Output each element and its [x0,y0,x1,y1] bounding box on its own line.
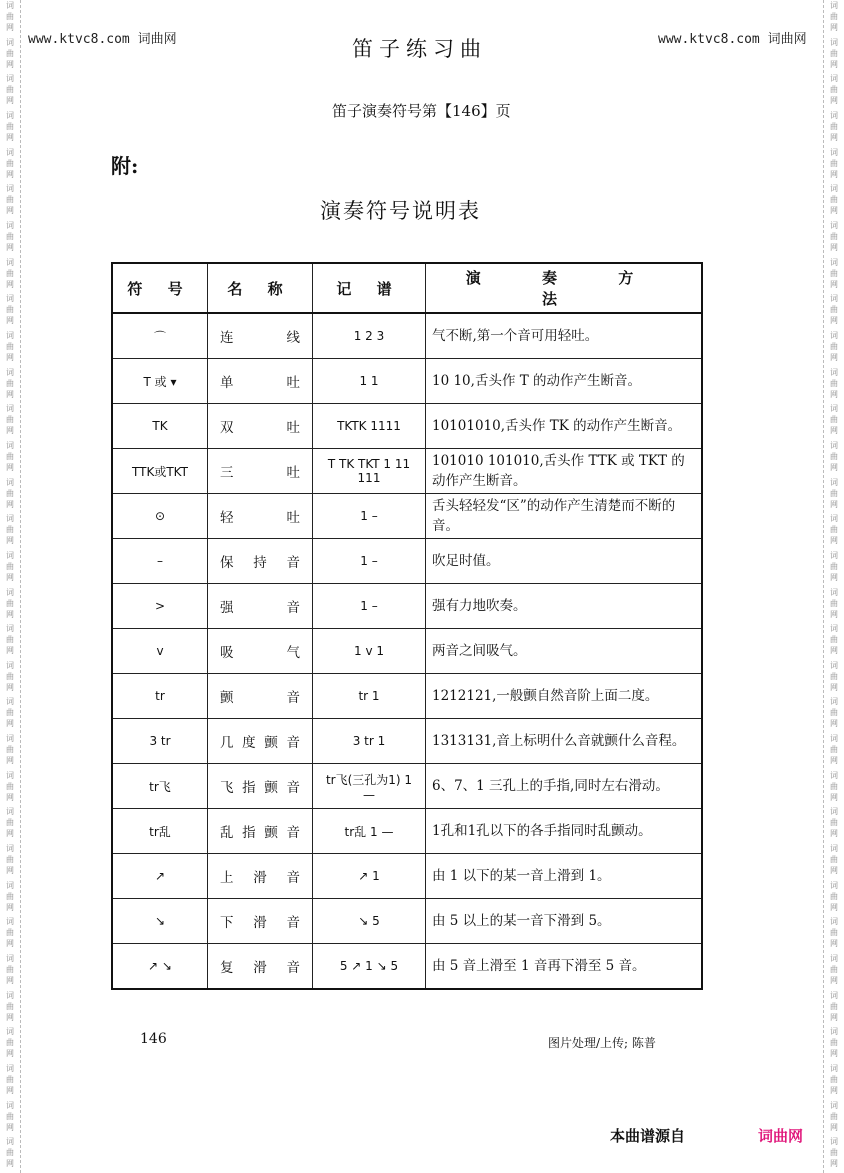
watermark-char: 网 [830,536,838,546]
header-method: 演 奏 方 法 [426,263,703,313]
notation-cell: 1 v 1 [313,629,426,674]
method-cell: 6、7、1 三孔上的手指,同时左右滑动。 [426,764,703,809]
watermark-char: 网 [830,206,838,216]
watermark-char: 曲 [6,488,14,498]
symbol-cell: TTK或TKT [112,449,208,494]
watermark-char: 词 [6,440,14,450]
watermark-char: 曲 [830,158,838,168]
watermark-char: 网 [830,792,838,802]
watermark-char: 曲 [6,378,14,388]
watermark-char: 网 [6,829,14,839]
watermark-char: 曲 [830,12,838,21]
watermark-char: 曲 [830,708,838,718]
watermark-char: 词 [6,550,14,560]
method-cell: 强有力地吹奏。 [426,584,703,629]
watermark-char: 网 [6,572,14,582]
table-row [112,313,702,359]
watermark-char: 网 [6,719,14,729]
watermark-char: 网 [6,536,14,546]
page-subtitle: 笛子演奏符号第【146】页 [332,102,511,120]
watermark-char: 词 [830,954,838,964]
watermark-char: 网 [6,756,14,766]
source-label: 本曲谱源自 [610,1127,686,1145]
watermark-char: 网 [830,499,838,509]
watermark-char: 词 [830,660,838,670]
name-cell: 飞指颤音 [208,764,313,809]
watermark-char: 词 [6,844,14,854]
name-cell: 连线 [208,313,313,359]
watermark-char: 网 [830,902,838,912]
table-row [112,449,702,494]
watermark-char: 网 [830,389,838,399]
watermark-char: 网 [830,682,838,692]
watermark-char: 词 [6,954,14,964]
watermark-char: 曲 [6,341,14,351]
watermark-char: 词 [830,220,838,230]
watermark-char: 曲 [830,415,838,425]
appendix-label: 附: [111,154,139,178]
watermark-char: 曲 [830,561,838,571]
page-title: 笛子练习曲 [352,37,487,61]
symbol-cell: > [112,584,208,629]
watermark-char: 词 [830,1100,838,1110]
table-header-row [112,263,702,313]
method-cell: 由 5 以上的某一音下滑到 5。 [426,899,703,944]
watermark-char: 词 [830,550,838,560]
watermark-char: 曲 [6,525,14,535]
notation-cell: T TK TKT 1 11 111 [313,449,426,494]
watermark-char: 词 [830,990,838,1000]
watermark-char: 曲 [6,708,14,718]
table-row [112,584,702,629]
watermark-char: 词 [6,74,14,84]
watermark-char: 网 [6,242,14,252]
watermark-char: 曲 [830,891,838,901]
watermark-char: 词 [6,514,14,524]
watermark-char: 曲 [830,378,838,388]
watermark-char: 网 [830,242,838,252]
notation-cell: tr乱 1 — [313,809,426,854]
symbol-cell: TK [112,404,208,449]
watermark-char: 词 [830,697,838,707]
watermark-char: 网 [6,389,14,399]
watermark-char: 词 [6,404,14,414]
watermark-char: 网 [6,866,14,876]
watermark-char: 曲 [830,305,838,315]
watermark-char: 词 [6,917,14,927]
watermark-char: 词 [830,184,838,194]
symbol-cell: v [112,629,208,674]
watermark-char: 网 [830,316,838,326]
watermark-char: 词 [830,917,838,927]
watermark-char: 网 [6,1049,14,1059]
name-cell: 保持音 [208,539,313,584]
watermark-char: 曲 [6,965,14,975]
watermark-char: 网 [6,59,14,69]
watermark-char: 曲 [6,268,14,278]
notation-cell: TKTK 1111 [313,404,426,449]
watermark-char: 词 [830,330,838,340]
watermark-char: 曲 [830,745,838,755]
watermark-char: 曲 [830,1111,838,1121]
watermark-char: 网 [830,756,838,766]
watermark-char: 词 [830,74,838,84]
watermark-char: 曲 [830,195,838,205]
watermark-char: 词 [830,477,838,487]
table-row [112,719,702,764]
watermark-char: 词 [830,37,838,47]
watermark-char: 曲 [830,598,838,608]
watermark-char: 曲 [6,305,14,315]
watermark-char: 网 [830,719,838,729]
watermark-char: 曲 [6,85,14,95]
watermark-char: 曲 [6,12,14,21]
watermark-char: 词 [6,220,14,230]
watermark-char: 网 [830,1086,838,1096]
notation-cell: 3 tr 1 [313,719,426,764]
watermark-char: 词 [6,587,14,597]
notation-cell: ↘ 5 [313,899,426,944]
watermark-char: 网 [6,609,14,619]
watermark-char: 曲 [830,268,838,278]
watermark-char: 网 [830,132,838,142]
notation-cell: 1 – [313,584,426,629]
watermark-char: 网 [6,169,14,179]
method-cell: 1212121,一般颤自然音阶上面二度。 [426,674,703,719]
watermark-char: 词 [830,1064,838,1074]
watermark-char: 曲 [830,855,838,865]
symbol-cell: ↘ [112,899,208,944]
watermark-char: 词 [6,184,14,194]
watermark-char: 曲 [6,1038,14,1048]
watermark-char: 词 [6,477,14,487]
name-cell: 复滑音 [208,944,313,990]
watermark-char: 网 [830,572,838,582]
name-cell: 强音 [208,584,313,629]
watermark-char: 词 [6,807,14,817]
watermark-char: 网 [6,1012,14,1022]
symbol-cell: – [112,539,208,584]
watermark-char: 网 [6,96,14,106]
watermark-char: 词 [6,990,14,1000]
watermark-char: 曲 [6,671,14,681]
watermark-char: 词 [830,734,838,744]
watermark-char: 词 [6,37,14,47]
watermark-char: 曲 [6,891,14,901]
table-row [112,854,702,899]
method-cell: 由 1 以下的某一音上滑到 1。 [426,854,703,899]
watermark-char: 网 [830,59,838,69]
site-url-right[interactable]: www.ktvc8.com 词曲网 [658,32,807,47]
watermark-char: 曲 [830,1075,838,1085]
watermark-char: 曲 [6,745,14,755]
notation-cell: ↗ 1 [313,854,426,899]
watermark-char: 网 [830,939,838,949]
watermark-char: 曲 [830,525,838,535]
watermark-char: 词 [830,1027,838,1037]
watermark-char: 词 [830,367,838,377]
method-cell: 10101010,舌头作 TK 的动作产生断音。 [426,404,703,449]
watermark-char: 词 [6,660,14,670]
watermark-char: 词 [830,1,838,10]
right-watermark-strip [827,0,841,1173]
symbol-table [111,262,703,990]
watermark-char: 网 [6,426,14,436]
watermark-char: 曲 [6,158,14,168]
name-cell: 颤音 [208,674,313,719]
watermark-char: 曲 [830,1148,838,1158]
watermark-char: 词 [830,880,838,890]
watermark-char: 词 [6,697,14,707]
watermark-char: 词 [6,1137,14,1147]
watermark-char: 网 [830,279,838,289]
watermark-char: 词 [6,1100,14,1110]
watermark-char: 曲 [6,415,14,425]
name-cell: 吸气 [208,629,313,674]
watermark-char: 曲 [6,855,14,865]
table-row [112,764,702,809]
watermark-char: 词 [830,807,838,817]
table-row [112,629,702,674]
watermark-char: 词 [830,587,838,597]
watermark-char: 词 [6,1027,14,1037]
method-cell: 1313131,音上标明什么音就颤什么音程。 [426,719,703,764]
watermark-char: 网 [830,1159,838,1169]
watermark-char: 曲 [6,1001,14,1011]
symbol-cell: T 或 ▾ [112,359,208,404]
notation-cell: 1 2 3 [313,313,426,359]
watermark-char: 曲 [6,635,14,645]
watermark-char: 曲 [830,1001,838,1011]
watermark-char: 网 [6,646,14,656]
watermark-char: 曲 [6,1111,14,1121]
name-cell: 下滑音 [208,899,313,944]
watermark-char: 词 [830,440,838,450]
name-cell: 乱指颤音 [208,809,313,854]
watermark-char: 网 [6,1086,14,1096]
watermark-char: 曲 [6,818,14,828]
watermark-char: 词 [6,367,14,377]
watermark-char: 网 [830,96,838,106]
watermark-char: 词 [6,110,14,120]
watermark-char: 词 [830,844,838,854]
watermark-char: 曲 [6,451,14,461]
method-cell: 101010 101010,舌头作 TTK 或 TKT 的动作产生断音。 [426,449,703,494]
symbol-cell: tr飞 [112,764,208,809]
page-number: 146 [140,1031,167,1047]
watermark-char: 曲 [6,781,14,791]
watermark-char: 词 [6,770,14,780]
symbol-cell: ↗ ↘ [112,944,208,990]
notation-cell: 1 – [313,494,426,539]
watermark-char: 曲 [830,671,838,681]
watermark-char: 曲 [830,48,838,58]
watermark-char: 词 [830,294,838,304]
method-cell: 由 5 音上滑至 1 音再下滑至 5 音。 [426,944,703,990]
watermark-char: 曲 [6,1148,14,1158]
watermark-char: 网 [830,1012,838,1022]
symbol-cell: tr乱 [112,809,208,854]
watermark-char: 网 [6,316,14,326]
table-row [112,494,702,539]
watermark-char: 曲 [830,231,838,241]
notation-cell: tr飞(三孔为1) 1 — [313,764,426,809]
watermark-char: 曲 [6,121,14,131]
symbol-cell: ⊙ [112,494,208,539]
watermark-char: 网 [830,1049,838,1059]
watermark-char: 网 [6,279,14,289]
watermark-char: 网 [6,792,14,802]
source-logo[interactable]: 词曲网 [758,1127,804,1145]
left-border-line [20,0,21,1173]
notation-cell: tr 1 [313,674,426,719]
notation-cell: 1 – [313,539,426,584]
watermark-char: 网 [830,462,838,472]
method-cell: 吹足时值。 [426,539,703,584]
watermark-char: 曲 [6,195,14,205]
watermark-char: 词 [830,110,838,120]
watermark-char: 曲 [830,1038,838,1048]
method-cell: 舌头轻轻发“区”的动作产生清楚而不断的音。 [426,494,703,539]
table-row [112,404,702,449]
watermark-char: 词 [6,330,14,340]
header-notation: 记 谱 [313,263,426,313]
watermark-char: 网 [6,132,14,142]
watermark-char: 词 [6,1064,14,1074]
watermark-char: 网 [830,609,838,619]
watermark-char: 曲 [6,48,14,58]
watermark-char: 网 [6,352,14,362]
table-row [112,359,702,404]
watermark-char: 网 [6,939,14,949]
method-cell: 气不断,第一个音可用轻吐。 [426,313,703,359]
watermark-char: 曲 [830,635,838,645]
table-row [112,539,702,584]
watermark-char: 曲 [6,598,14,608]
watermark-char: 网 [830,169,838,179]
watermark-char: 词 [6,880,14,890]
symbol-cell: 3 tr [112,719,208,764]
symbol-cell: ⌒ [112,313,208,359]
watermark-char: 网 [830,866,838,876]
watermark-char: 词 [6,147,14,157]
watermark-char: 曲 [830,85,838,95]
watermark-char: 词 [830,147,838,157]
watermark-char: 网 [830,829,838,839]
watermark-char: 词 [830,404,838,414]
table-row [112,944,702,990]
method-cell: 1孔和1孔以下的各手指同时乱颤动。 [426,809,703,854]
watermark-char: 词 [6,734,14,744]
watermark-char: 词 [6,624,14,634]
watermark-char: 词 [830,1137,838,1147]
name-cell: 上滑音 [208,854,313,899]
name-cell: 三吐 [208,449,313,494]
watermark-char: 网 [6,206,14,216]
name-cell: 轻吐 [208,494,313,539]
watermark-char: 网 [830,426,838,436]
method-cell: 两音之间吸气。 [426,629,703,674]
watermark-char: 曲 [6,1075,14,1085]
site-url-left[interactable]: www.ktvc8.com 词曲网 [28,32,177,47]
symbol-cell: ↗ [112,854,208,899]
watermark-char: 网 [6,1122,14,1132]
watermark-char: 曲 [6,561,14,571]
watermark-char: 网 [6,462,14,472]
watermark-char: 网 [6,682,14,692]
watermark-char: 网 [6,499,14,509]
watermark-char: 网 [830,23,838,32]
table-row [112,809,702,854]
watermark-char: 网 [830,646,838,656]
right-border-line [823,0,824,1173]
watermark-char: 网 [830,352,838,362]
table-row [112,899,702,944]
watermark-char: 词 [830,624,838,634]
name-cell: 双吐 [208,404,313,449]
watermark-char: 曲 [830,781,838,791]
notation-cell: 5 ↗ 1 ↘ 5 [313,944,426,990]
watermark-char: 曲 [830,928,838,938]
notation-cell: 1 1 [313,359,426,404]
symbol-cell: tr [112,674,208,719]
name-cell: 单吐 [208,359,313,404]
method-cell: 10 10,舌头作 T 的动作产生断音。 [426,359,703,404]
left-watermark-strip [3,0,17,1173]
table-row [112,674,702,719]
watermark-char: 曲 [6,928,14,938]
watermark-char: 曲 [830,451,838,461]
watermark-char: 词 [6,1,14,10]
watermark-char: 词 [830,257,838,267]
watermark-char: 词 [6,257,14,267]
header-name: 名 称 [208,263,313,313]
watermark-char: 曲 [6,231,14,241]
watermark-char: 网 [6,23,14,32]
watermark-char: 网 [6,1159,14,1169]
watermark-char: 曲 [830,488,838,498]
name-cell: 几度颤音 [208,719,313,764]
watermark-char: 曲 [830,341,838,351]
watermark-char: 网 [830,976,838,986]
watermark-char: 词 [6,294,14,304]
upload-credit: 图片处理/上传; 陈普 [548,1036,656,1050]
watermark-char: 曲 [830,121,838,131]
header-symbol: 符 号 [112,263,208,313]
watermark-char: 曲 [830,965,838,975]
watermark-char: 网 [6,976,14,986]
watermark-char: 网 [830,1122,838,1132]
table-title: 演奏符号说明表 [320,199,481,223]
watermark-char: 词 [830,514,838,524]
watermark-char: 网 [6,902,14,912]
watermark-char: 词 [830,770,838,780]
watermark-char: 曲 [830,818,838,828]
